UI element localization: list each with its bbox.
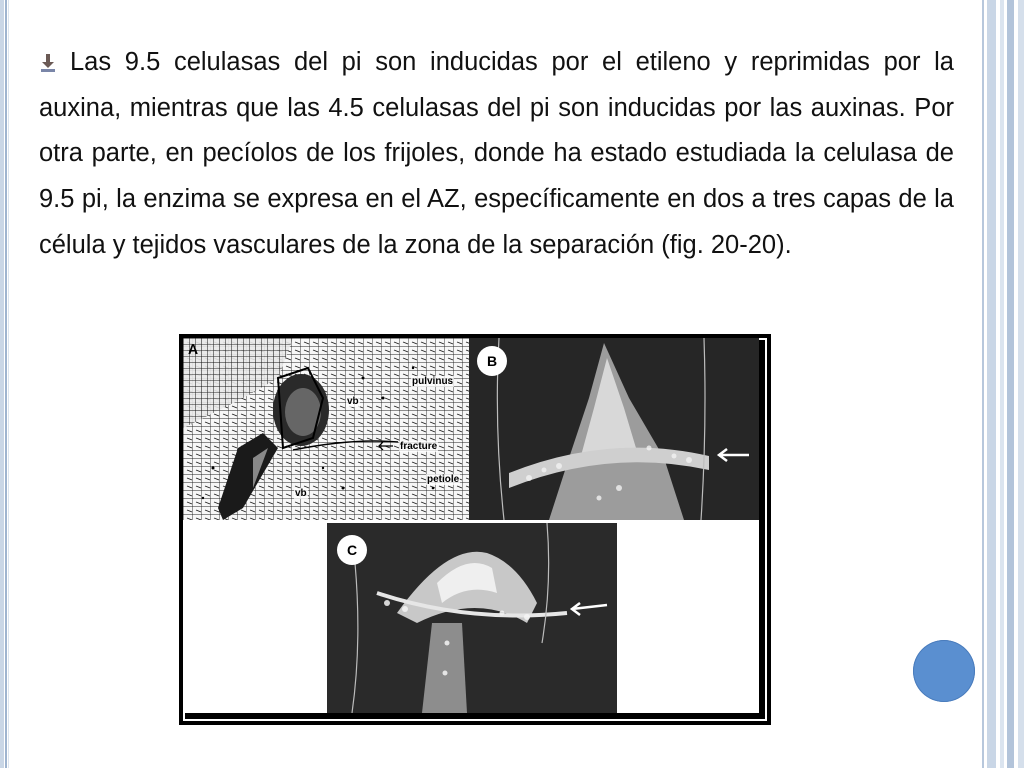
paragraph-text: Las 9.5 celulasas del pi son inducidas por el etileno y reprimidas por la auxina, mientras que las 4.5 celulasas del pi son inducidas por las auxinas. Por otra parte, en pecíolos de los frijoles, donde ha estado estudiada la celulasa de 9.5 pi, la enzima se expresa en el AZ, específicamente en dos a tres capas de la célula y tejidos vasculares de la zona de la separación (fig. 20-20). <box>39 48 954 259</box>
figure-20-20 <box>179 334 771 725</box>
panel-b-letter: B <box>477 346 507 376</box>
panel-c-letter: C <box>337 535 367 565</box>
label-pulvinus: pulvinus <box>412 376 454 387</box>
panel-a-micrograph <box>183 338 469 520</box>
label-vb-bottom: vb <box>295 488 307 499</box>
label-fracture: fracture <box>400 441 438 452</box>
panel-a-letter: A <box>188 341 199 357</box>
decorative-circle <box>913 640 975 702</box>
label-petiole: petiole <box>427 474 460 485</box>
left-decorative-border <box>0 0 10 768</box>
slide-paragraph <box>39 40 954 269</box>
label-vb-top: vb <box>347 396 359 407</box>
panel-c-micrograph <box>327 523 617 713</box>
panel-b-micrograph <box>469 338 759 520</box>
right-decorative-border <box>978 0 1024 768</box>
arrow-bullet-icon <box>39 44 57 66</box>
